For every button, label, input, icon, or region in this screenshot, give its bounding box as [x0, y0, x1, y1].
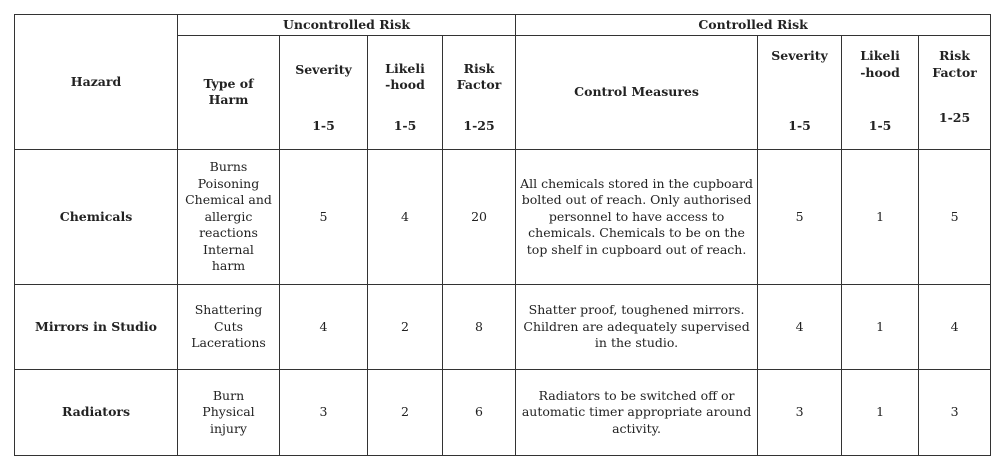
- hazard-cell: Radiators: [15, 369, 178, 455]
- risk-assessment-table: [14, 14, 991, 456]
- table-row: [15, 149, 991, 285]
- risk-factor-controlled-header: [919, 36, 991, 150]
- risk-factor-uncontrolled-scale: 1-25: [463, 118, 495, 134]
- controlled-risk-header: Controlled Risk: [516, 15, 991, 36]
- hazard-cell: Chemicals: [15, 149, 178, 285]
- risk-factor-controlled-cell: 5: [919, 149, 991, 285]
- likelihood-uncontrolled-cell: 2: [368, 285, 443, 369]
- severity-uncontrolled-cell: 5: [280, 149, 368, 285]
- risk-factor-uncontrolled-cell: 8: [443, 285, 516, 369]
- severity-uncontrolled-scale: 1-5: [312, 118, 335, 134]
- likelihood-controlled-label: Likeli -hood: [860, 48, 900, 80]
- risk-factor-uncontrolled-label: Risk Factor: [456, 60, 502, 93]
- control-measures-header: Control Measures: [516, 36, 758, 150]
- type-of-harm-label: Type of Harm: [203, 75, 254, 108]
- harm-cell: Shattering Cuts Lacerations: [178, 285, 280, 369]
- likelihood-uncontrolled-header: [368, 36, 443, 150]
- likelihood-uncontrolled-cell: 4: [368, 149, 443, 285]
- likelihood-uncontrolled-cell: 2: [368, 369, 443, 455]
- severity-controlled-cell: 5: [758, 149, 842, 285]
- likelihood-uncontrolled-scale: 1-5: [393, 118, 417, 134]
- severity-uncontrolled-cell: 4: [280, 285, 368, 369]
- severity-controlled-label: Severity: [771, 48, 828, 64]
- control-measures-cell: All chemicals stored in the cupboard bolted out of reach. Only authorised personnel to have access to chemicals. Chemicals to be on the top shelf in cupboard out of reach.: [516, 149, 758, 285]
- likelihood-controlled-scale: 1-5: [868, 118, 892, 134]
- risk-factor-controlled-cell: 3: [919, 369, 991, 455]
- risk-factor-uncontrolled-cell: 20: [443, 149, 516, 285]
- uncontrolled-risk-header: Uncontrolled Risk: [178, 15, 516, 36]
- table-row: [15, 285, 991, 369]
- control-measures-cell: Shatter proof, toughened mirrors. Children are adequately supervised in the studio.: [516, 285, 758, 369]
- type-of-harm-header: [178, 36, 280, 150]
- likelihood-uncontrolled-label: Likeli -hood: [385, 60, 425, 93]
- group-header-row: [15, 15, 991, 36]
- severity-uncontrolled-label: Severity: [295, 62, 352, 78]
- severity-uncontrolled-header: [280, 36, 368, 150]
- likelihood-controlled-cell: 1: [842, 149, 919, 285]
- severity-controlled-cell: 4: [758, 285, 842, 369]
- likelihood-controlled-header: [842, 36, 919, 150]
- harm-cell: Burns Poisoning Chemical and allergic reactions Internal harm: [178, 149, 280, 285]
- risk-factor-uncontrolled-cell: 6: [443, 369, 516, 455]
- severity-controlled-scale: 1-5: [788, 118, 811, 134]
- harm-cell: Burn Physical injury: [178, 369, 280, 455]
- likelihood-controlled-cell: 1: [842, 369, 919, 455]
- table-row: [15, 369, 991, 455]
- control-measures-cell: Radiators to be switched off or automatic timer appropriate around activity.: [516, 369, 758, 455]
- risk-factor-controlled-label: Risk Factor: [932, 48, 977, 80]
- hazard-header: Hazard: [15, 15, 178, 150]
- risk-factor-controlled-scale: 1-25: [938, 110, 971, 126]
- severity-uncontrolled-cell: 3: [280, 369, 368, 455]
- severity-controlled-header: [758, 36, 842, 150]
- severity-controlled-cell: 3: [758, 369, 842, 455]
- likelihood-controlled-cell: 1: [842, 285, 919, 369]
- hazard-cell: Mirrors in Studio: [15, 285, 178, 369]
- risk-factor-uncontrolled-header: [443, 36, 516, 150]
- risk-factor-controlled-cell: 4: [919, 285, 991, 369]
